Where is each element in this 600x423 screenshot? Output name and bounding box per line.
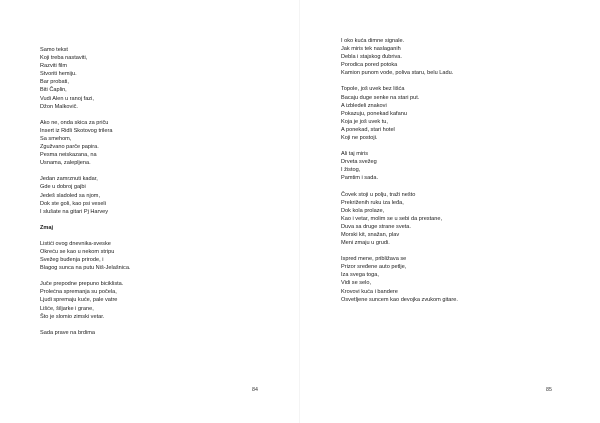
poem-title	[40, 224, 131, 232]
verse-line: Prekriženih ruku iza leđa,	[341, 199, 404, 206]
verse-line: Debla i stajskog đubriva.	[341, 54, 402, 61]
stanza	[341, 37, 458, 77]
verse-line: Ispred mene, približava se	[341, 256, 407, 263]
right-page-number: 85	[546, 387, 552, 393]
verse-line: Blagog sunca na putu Niš-Jelašnica.	[40, 265, 131, 272]
verse-line: Listići ovog dnevnika-sveske	[40, 240, 111, 247]
stanza	[40, 46, 131, 111]
verse-line: Bar probati,	[40, 79, 69, 86]
verse-line: Iza svega toga,	[341, 272, 379, 279]
right-page	[300, 0, 600, 423]
stanza	[40, 240, 131, 272]
verse-line: Krovovi kuća i bandere	[341, 288, 398, 295]
verse-line: Razviti film	[40, 63, 68, 70]
verse-line: Ali taj miris	[341, 151, 369, 158]
verse-line: Prizor sređene auto petlje,	[341, 264, 407, 271]
verse-line: Sada prave na brdima	[40, 329, 96, 336]
verse-line: I oko kuća dimne signale.	[341, 38, 405, 44]
verse-line: Što je slomio zimski vetar.	[40, 313, 105, 320]
verse-line: Stvoriti hemiju.	[40, 71, 77, 78]
verse-line: Ljudi spremaju kuće, pale vatre	[40, 297, 118, 304]
verse-line: Vudi Alen u ranoj fazi,	[40, 95, 94, 102]
verse-line: Usnama, zalepljena.	[40, 160, 91, 167]
verse-line: Džon Malkovič.	[40, 103, 78, 110]
stanza	[40, 329, 131, 337]
verse-line: Kao i vetar, molim se u sebi da prestane,	[341, 215, 443, 222]
verse-line: Biti Čaplin,	[40, 87, 67, 94]
verse-line: Morski kit, snažan, plav	[341, 231, 400, 238]
verse-line: Lišće, šiljarke i grane,	[40, 305, 94, 312]
stanza	[40, 175, 131, 215]
verse-line: Koji treba nastaviti,	[40, 55, 88, 62]
verse-line: Pokazuju, ponekad kafanu	[341, 110, 407, 117]
stanza	[40, 280, 131, 320]
verse-line: Kamion punom vode, poliva staru, belu Ladu.	[341, 70, 454, 77]
verse-line: Pesma neiskazana, na	[40, 152, 97, 159]
verse-line: Ako ne, onda skica za priču	[40, 119, 109, 126]
verse-line: Meni zmaju u grudi.	[341, 240, 390, 247]
verse-line: Koja je još uvek tu,	[341, 118, 388, 125]
verse-line: Prolećna spremanja su počela,	[40, 289, 117, 296]
verse-line: Koji ne postoji.	[341, 135, 378, 142]
verse-line: Samo tekst	[40, 47, 68, 53]
verse-line: Zgužvano parče papira.	[40, 144, 99, 151]
verse-line: I slušate na gitari Pj Harvey	[40, 208, 109, 215]
stanza	[341, 255, 458, 304]
verse-line: Sa smehom,	[40, 135, 72, 142]
verse-line: Insert iz Ridli Skotovog trilera	[40, 127, 113, 134]
left-page-text	[40, 46, 131, 345]
verse-line: Dok kola prolaze,	[341, 207, 385, 214]
verse-line: Porodica pored potoka	[341, 62, 398, 69]
verse-line: Duva sa druge strane sveta.	[341, 223, 411, 230]
verse-line: I žistog,	[341, 167, 361, 174]
verse-line: Topole, još uvek bez lišća	[341, 86, 405, 93]
verse-line: Dok ste goli, kao psi veseli	[40, 200, 106, 207]
verse-line: Čovek stoji u polju, traži nešto	[341, 191, 416, 198]
verse-line: Jak miris tek naslaganih	[341, 46, 401, 53]
left-page-number: 84	[252, 387, 258, 393]
verse-line: Vidi se selo,	[341, 280, 372, 287]
verse-line: A ponekad, stari hotel	[341, 126, 395, 133]
verse-line: A izbledeli znakovi	[341, 102, 387, 109]
verse-line: Juče prepodne prepuno biciklista.	[40, 281, 124, 288]
verse-line: Osvetljene suncem kao devojka zvukom gitare.	[341, 296, 458, 303]
verse-line: Jedan zamrznuti kadar,	[40, 176, 98, 183]
verse-line: Pamtim i sada.	[341, 175, 378, 182]
right-page-text	[341, 37, 458, 312]
verse-line: Okreću se kao u nekom stripu	[40, 248, 115, 255]
stanza	[341, 150, 458, 182]
verse-line: Gde u dobroj gajbi	[40, 184, 86, 191]
stanza	[341, 191, 458, 248]
verse-line: Svežeg buđenja prirode, i	[40, 257, 104, 264]
verse-line: Jedeš sladoled sa njom,	[40, 192, 101, 199]
poem-title-text: Zmaj	[40, 224, 54, 231]
verse-line: Bacaju duge senke na stari put.	[341, 94, 420, 101]
stanza	[341, 85, 458, 142]
stanza	[40, 119, 131, 168]
verse-line: Drveta svežeg	[341, 159, 377, 166]
